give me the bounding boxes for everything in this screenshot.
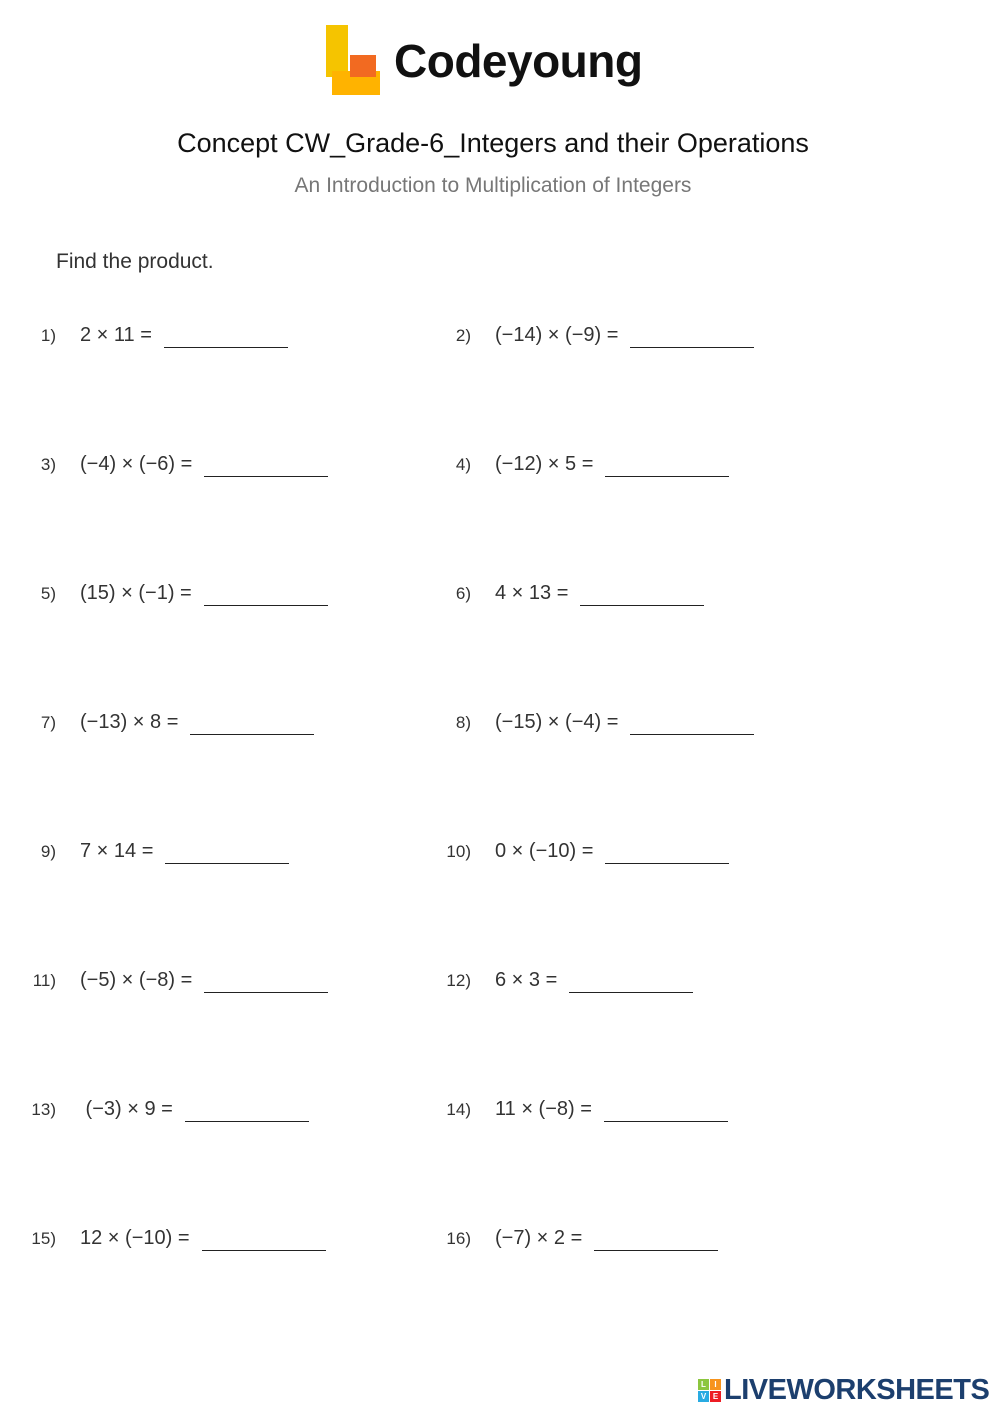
- worksheet-title: Concept CW_Grade-6_Integers and their Operations: [177, 128, 809, 158]
- problem-expression: 6 × 3 =: [495, 969, 558, 991]
- liveworksheets-logo-icon: [698, 1379, 721, 1402]
- problem-expression: (15) × (−1) =: [80, 582, 192, 604]
- problem-expression: (−7) × 2 =: [495, 1227, 583, 1249]
- problem-8: [429, 705, 754, 735]
- problem-expression: 4 × 13 =: [495, 582, 569, 604]
- answer-blank[interactable]: [164, 345, 288, 348]
- problem-number: 5): [40, 584, 56, 603]
- answer-blank[interactable]: [604, 1119, 728, 1122]
- answer-blank[interactable]: [185, 1119, 309, 1122]
- problem-1: [14, 318, 288, 348]
- problem-expression: (−14) × (−9) =: [495, 324, 619, 346]
- answer-blank[interactable]: [202, 1248, 326, 1251]
- problem-number: 12): [446, 971, 471, 990]
- problem-expression: 7 × 14 =: [80, 840, 154, 862]
- problem-number: 7): [40, 713, 56, 732]
- problem-number: 11): [32, 971, 56, 990]
- problem-expression: (−13) × 8 =: [80, 711, 179, 733]
- answer-blank[interactable]: [605, 861, 729, 864]
- problem-expression: 2 × 11 =: [80, 324, 152, 346]
- problem-16: [429, 1221, 718, 1251]
- answer-blank[interactable]: [204, 603, 328, 606]
- answer-blank[interactable]: [630, 345, 754, 348]
- problem-expression: 12 × (−10) =: [80, 1227, 190, 1249]
- answer-blank[interactable]: [605, 474, 729, 477]
- problem-number: 3): [40, 455, 56, 474]
- liveworksheets-text: LIVEWORKSHEETS: [724, 1374, 990, 1406]
- problem-14: [429, 1092, 728, 1122]
- answer-blank[interactable]: [165, 861, 289, 864]
- problem-number: 14): [446, 1100, 471, 1119]
- problem-12: [429, 963, 693, 993]
- problem-number: 4): [455, 455, 471, 474]
- problem-15: [14, 1221, 326, 1251]
- problem-11: [14, 963, 328, 993]
- problem-number: 2): [455, 326, 471, 345]
- worksheet-subtitle: An Introduction to Multiplication of Integers: [294, 174, 692, 197]
- codeyoung-logo-icon: [326, 25, 382, 97]
- problem-7: [14, 705, 314, 735]
- answer-blank[interactable]: [594, 1248, 718, 1251]
- brand-name: Codeyoung: [394, 35, 643, 87]
- problem-number: 8): [455, 713, 471, 732]
- problem-number: 15): [31, 1229, 56, 1248]
- icon-letter: E: [710, 1391, 721, 1402]
- problem-number: 9): [40, 842, 56, 861]
- problem-3: [14, 447, 328, 477]
- answer-blank[interactable]: [580, 603, 704, 606]
- problem-expression: (−3) × 9 =: [80, 1098, 173, 1120]
- problem-number: 1): [40, 326, 56, 345]
- icon-letter: I: [710, 1379, 721, 1390]
- answer-blank[interactable]: [204, 474, 328, 477]
- problem-number: 16): [446, 1229, 471, 1248]
- answer-blank[interactable]: [569, 990, 693, 993]
- problem-4: [429, 447, 729, 477]
- problem-expression: (−4) × (−6) =: [80, 453, 193, 475]
- problem-2: [429, 318, 754, 348]
- problem-13: [14, 1092, 309, 1122]
- liveworksheets-watermark: [698, 1376, 989, 1405]
- problem-number: 13): [31, 1100, 56, 1119]
- problem-expression: (−15) × (−4) =: [495, 711, 619, 733]
- problem-10: [429, 834, 729, 864]
- answer-blank[interactable]: [190, 732, 314, 735]
- problem-number: 10): [446, 842, 471, 861]
- instruction-text: Find the product.: [56, 250, 214, 273]
- icon-letter: L: [698, 1379, 709, 1390]
- icon-letter: V: [698, 1391, 709, 1402]
- problem-5: [14, 576, 328, 606]
- problem-6: [429, 576, 704, 606]
- brand-logo: [326, 24, 642, 98]
- problem-9: [14, 834, 289, 864]
- problem-expression: (−5) × (−8) =: [80, 969, 193, 991]
- problem-expression: 11 × (−8) =: [495, 1098, 592, 1120]
- answer-blank[interactable]: [630, 732, 754, 735]
- problem-expression: 0 × (−10) =: [495, 840, 594, 862]
- problem-expression: (−12) × 5 =: [495, 453, 594, 475]
- answer-blank[interactable]: [204, 990, 328, 993]
- problem-number: 6): [455, 584, 471, 603]
